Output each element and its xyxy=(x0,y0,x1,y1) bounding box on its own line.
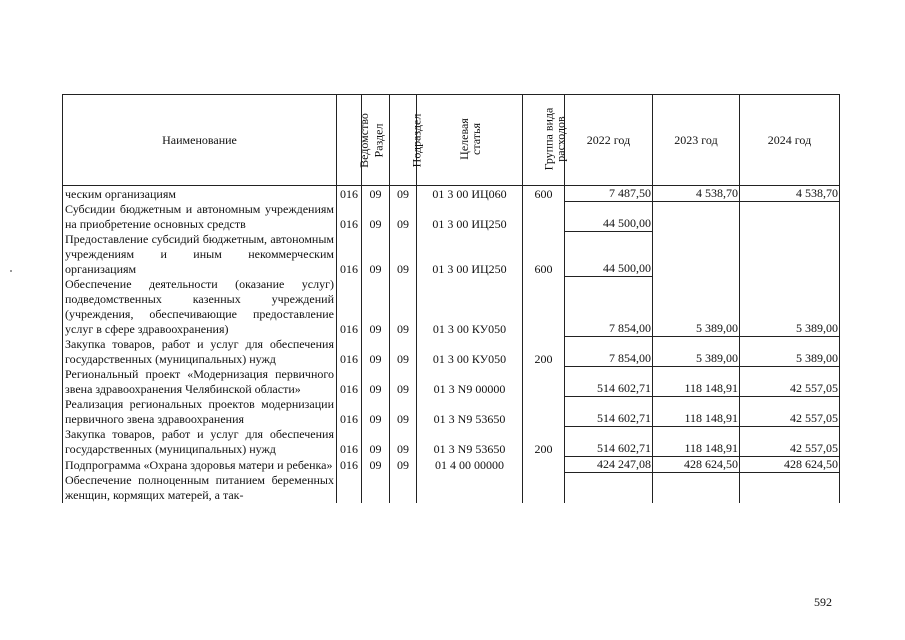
cell-cel: 01 4 00 00000 xyxy=(417,457,523,473)
cell-y1 xyxy=(565,473,653,503)
page-number: 592 xyxy=(814,595,832,609)
cell-raz: 09 xyxy=(362,202,390,232)
cell-cel: 01 3 N9 53650 xyxy=(417,427,523,457)
table-header-row xyxy=(63,95,840,186)
cell-y2: 5 389,00 xyxy=(653,277,740,337)
cell-y1: 44 500,00 xyxy=(565,232,653,277)
cell-y2: 428 624,50 xyxy=(653,457,740,473)
cell-y3: 5 389,00 xyxy=(740,337,840,367)
table-row xyxy=(63,232,840,277)
table-row xyxy=(63,277,840,337)
cell-pod: 09 xyxy=(390,232,417,277)
cell-name: Субсидии бюджетным и автономным учреждениям на приобретение основных средств xyxy=(63,202,337,232)
cell-cel xyxy=(417,473,523,503)
cell-grp: 600 xyxy=(523,186,565,202)
cell-grp xyxy=(523,277,565,337)
table-row xyxy=(63,397,840,427)
cell-raz: 09 xyxy=(362,457,390,473)
cell-y1: 514 602,71 xyxy=(565,427,653,457)
cell-grp xyxy=(523,473,565,503)
cell-name: Закупка товаров, работ и услуг для обеспечения государственных (муниципальных) нужд xyxy=(63,427,337,457)
budget-table xyxy=(62,94,840,503)
cell-cel: 01 3 00 ИЦ250 xyxy=(417,232,523,277)
cell-grp xyxy=(523,202,565,232)
cell-ved: 016 xyxy=(337,186,362,202)
scan-mark xyxy=(10,270,12,272)
cell-y2: 4 538,70 xyxy=(653,186,740,202)
table-row xyxy=(63,202,840,232)
cell-raz: 09 xyxy=(362,427,390,457)
header-vedomstvo: Ведомство xyxy=(337,95,362,186)
cell-cel: 01 3 N9 00000 xyxy=(417,367,523,397)
cell-pod: 09 xyxy=(390,427,417,457)
cell-y2: 5 389,00 xyxy=(653,337,740,367)
cell-y3: 4 538,70 xyxy=(740,186,840,202)
cell-raz: 09 xyxy=(362,337,390,367)
cell-grp: 600 xyxy=(523,232,565,277)
cell-ved: 016 xyxy=(337,457,362,473)
cell-y3: 42 557,05 xyxy=(740,427,840,457)
cell-y2 xyxy=(653,202,740,232)
cell-y1: 7 487,50 xyxy=(565,186,653,202)
header-razdel: Раздел xyxy=(362,95,390,186)
cell-y1: 514 602,71 xyxy=(565,397,653,427)
cell-cel: 01 3 00 ИЦ060 xyxy=(417,186,523,202)
cell-cel: 01 3 N9 53650 xyxy=(417,397,523,427)
cell-y1: 7 854,00 xyxy=(565,337,653,367)
cell-cel: 01 3 00 КУ050 xyxy=(417,277,523,337)
cell-name: Закупка товаров, работ и услуг для обеспечения государственных (муниципальных) нужд xyxy=(63,337,337,367)
cell-ved: 016 xyxy=(337,427,362,457)
table-row xyxy=(63,473,840,503)
header-gruppa: Группа вида расходов xyxy=(523,95,565,186)
cell-y3 xyxy=(740,473,840,503)
cell-y2 xyxy=(653,473,740,503)
cell-grp xyxy=(523,397,565,427)
table-row xyxy=(63,186,840,202)
cell-cel: 01 3 00 КУ050 xyxy=(417,337,523,367)
cell-grp xyxy=(523,367,565,397)
cell-y3: 42 557,05 xyxy=(740,397,840,427)
cell-raz: 09 xyxy=(362,277,390,337)
cell-pod: 09 xyxy=(390,397,417,427)
cell-grp: 200 xyxy=(523,427,565,457)
cell-name: Региональный проект «Модернизация первичного звена здравоохранения Челябинской области» xyxy=(63,367,337,397)
header-year-2022: 2022 год xyxy=(565,95,653,186)
cell-y3: 42 557,05 xyxy=(740,367,840,397)
cell-y1: 44 500,00 xyxy=(565,202,653,232)
cell-pod: 09 xyxy=(390,457,417,473)
cell-y2: 118 148,91 xyxy=(653,367,740,397)
cell-y2: 118 148,91 xyxy=(653,427,740,457)
cell-y2: 118 148,91 xyxy=(653,397,740,427)
cell-name: Обеспечение деятельности (оказание услуг) подведомственных казенных учреждений (учреждения, обеспечивающие предоставление услуг в сфере здравоохранения) xyxy=(63,277,337,337)
header-celevaya: Целевая статья xyxy=(417,95,523,186)
cell-name: Реализация региональных проектов модернизации первичного звена здравоохранения xyxy=(63,397,337,427)
cell-ved: 016 xyxy=(337,367,362,397)
cell-pod xyxy=(390,473,417,503)
cell-raz: 09 xyxy=(362,232,390,277)
cell-pod: 09 xyxy=(390,337,417,367)
cell-name: Подпрограмма «Охрана здоровья матери и ребенка» xyxy=(63,457,337,473)
budget-table-frame xyxy=(62,94,839,584)
cell-ved: 016 xyxy=(337,277,362,337)
table-row xyxy=(63,367,840,397)
table-row xyxy=(63,457,840,473)
cell-y1: 514 602,71 xyxy=(565,367,653,397)
cell-y3 xyxy=(740,232,840,277)
cell-ved xyxy=(337,473,362,503)
cell-grp: 200 xyxy=(523,337,565,367)
cell-y3: 428 624,50 xyxy=(740,457,840,473)
cell-ved: 016 xyxy=(337,232,362,277)
table-row xyxy=(63,427,840,457)
cell-y2 xyxy=(653,232,740,277)
cell-pod: 09 xyxy=(390,186,417,202)
cell-y1: 424 247,08 xyxy=(565,457,653,473)
cell-name: ческим организациям xyxy=(63,186,337,202)
header-year-2023: 2023 год xyxy=(653,95,740,186)
cell-cel: 01 3 00 ИЦ250 xyxy=(417,202,523,232)
cell-ved: 016 xyxy=(337,202,362,232)
cell-y1: 7 854,00 xyxy=(565,277,653,337)
cell-pod: 09 xyxy=(390,367,417,397)
cell-ved: 016 xyxy=(337,397,362,427)
table-row xyxy=(63,337,840,367)
cell-raz: 09 xyxy=(362,186,390,202)
cell-pod: 09 xyxy=(390,277,417,337)
header-podrazdel: Подраздел xyxy=(390,95,417,186)
cell-name: Предоставление субсидий бюджетным, автономным учреждениям и иным некоммерческим организациям xyxy=(63,232,337,277)
cell-name: Обеспечение полноценным питанием беременных женщин, кормящих матерей, а так- xyxy=(63,473,337,503)
cell-y3: 5 389,00 xyxy=(740,277,840,337)
cell-y3 xyxy=(740,202,840,232)
header-name: Наименование xyxy=(63,95,337,186)
header-year-2024: 2024 год xyxy=(740,95,840,186)
cell-grp xyxy=(523,457,565,473)
cell-ved: 016 xyxy=(337,337,362,367)
cell-raz: 09 xyxy=(362,367,390,397)
cell-pod: 09 xyxy=(390,202,417,232)
cell-raz: 09 xyxy=(362,397,390,427)
cell-raz xyxy=(362,473,390,503)
